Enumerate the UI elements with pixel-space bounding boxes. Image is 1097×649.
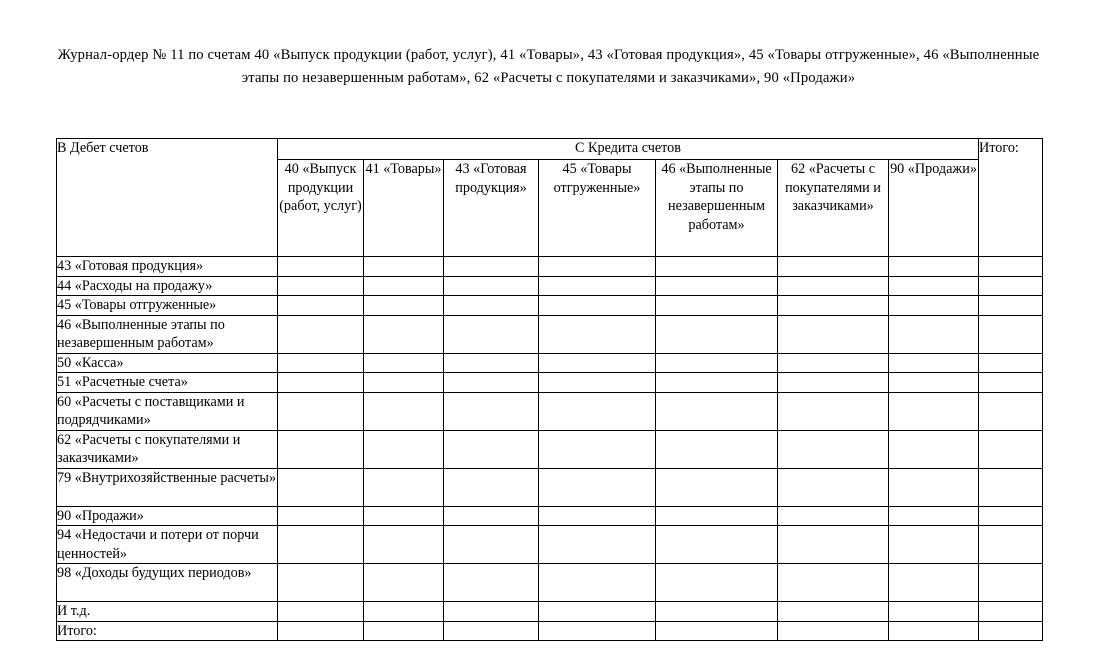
- table-cell[interactable]: [444, 564, 539, 602]
- table-cell[interactable]: [539, 257, 656, 277]
- table-cell[interactable]: [278, 257, 364, 277]
- table-cell[interactable]: [979, 621, 1043, 641]
- table-row: [57, 373, 1043, 393]
- row-label: Итого:: [57, 621, 278, 641]
- row-label: 44 «Расходы на продажу»: [57, 276, 278, 296]
- table-row: [57, 315, 1043, 353]
- table-cell[interactable]: [889, 564, 979, 602]
- table-cell[interactable]: [278, 296, 364, 316]
- page-title-line-1: Журнал-ордер № 11 по счетам 40 «Выпуск продукции (работ, услуг), 41 «Товары», 43 «Готовая продукция», 45 «Товары: [57, 47, 822, 63]
- table-cell[interactable]: [889, 353, 979, 373]
- table-cell[interactable]: [889, 296, 979, 316]
- table-cell[interactable]: [778, 392, 889, 430]
- table-cell[interactable]: [656, 564, 778, 602]
- table-cell[interactable]: [979, 353, 1043, 373]
- table-cell[interactable]: [656, 526, 778, 564]
- table-cell[interactable]: [278, 430, 364, 468]
- table-cell[interactable]: [656, 468, 778, 506]
- table-cell[interactable]: [278, 392, 364, 430]
- row-label: 90 «Продажи»: [57, 506, 278, 526]
- table-cell[interactable]: [778, 353, 889, 373]
- table-cell[interactable]: [278, 526, 364, 564]
- row-label: 60 «Расчеты с поставщиками и подрядчиками»: [57, 392, 278, 430]
- header-credit-account-62: 62 «Расчеты с покупателями и заказчиками»: [778, 160, 889, 257]
- table-cell[interactable]: [364, 430, 444, 468]
- header-row-groups: [57, 139, 1043, 160]
- table-header: [57, 139, 1043, 257]
- table-cell[interactable]: [889, 621, 979, 641]
- table-cell[interactable]: [444, 373, 539, 393]
- table-cell[interactable]: [364, 621, 444, 641]
- header-debit-accounts: В Дебет счетов: [57, 139, 278, 257]
- table-cell[interactable]: [656, 296, 778, 316]
- table-cell[interactable]: [656, 506, 778, 526]
- table-cell[interactable]: [444, 353, 539, 373]
- table-cell[interactable]: [278, 602, 364, 622]
- table-cell[interactable]: [778, 373, 889, 393]
- table-cell[interactable]: [444, 315, 539, 353]
- row-label: 98 «Доходы будущих периодов»: [57, 564, 278, 602]
- row-label: И т.д.: [57, 602, 278, 622]
- table-row: [57, 468, 1043, 506]
- header-total: Итого:: [979, 139, 1043, 257]
- row-label: 94 «Недостачи и потери от порчи ценностей»: [57, 526, 278, 564]
- table-cell[interactable]: [364, 296, 444, 316]
- table-cell[interactable]: [364, 506, 444, 526]
- table-cell[interactable]: [778, 621, 889, 641]
- table-cell[interactable]: [364, 526, 444, 564]
- table-cell[interactable]: [278, 315, 364, 353]
- table-cell[interactable]: [889, 602, 979, 622]
- table-row: [57, 392, 1043, 430]
- table-cell[interactable]: [979, 526, 1043, 564]
- table-cell[interactable]: [539, 353, 656, 373]
- table-cell[interactable]: [656, 257, 778, 277]
- table-cell[interactable]: [539, 296, 656, 316]
- table-cell[interactable]: [979, 373, 1043, 393]
- header-credit-account-90: 90 «Продажи»: [889, 160, 979, 257]
- table-cell[interactable]: [539, 392, 656, 430]
- table-cell[interactable]: [889, 430, 979, 468]
- table-cell[interactable]: [364, 373, 444, 393]
- table-row: [57, 430, 1043, 468]
- table-cell[interactable]: [539, 373, 656, 393]
- table-cell[interactable]: [444, 392, 539, 430]
- header-credit-account-43: 43 «Готовая продукция»: [444, 160, 539, 257]
- table-cell[interactable]: [444, 276, 539, 296]
- table-cell[interactable]: [889, 506, 979, 526]
- table-cell[interactable]: [278, 373, 364, 393]
- table-row: [57, 257, 1043, 277]
- table-cell[interactable]: [979, 564, 1043, 602]
- table-cell[interactable]: [278, 468, 364, 506]
- table-cell[interactable]: [278, 353, 364, 373]
- table-cell[interactable]: [444, 257, 539, 277]
- row-label: 45 «Товары отгруженные»: [57, 296, 278, 316]
- journal-order-table: [56, 138, 1043, 641]
- table-cell[interactable]: [979, 468, 1043, 506]
- table-row: [57, 276, 1043, 296]
- table-cell[interactable]: [979, 392, 1043, 430]
- table-cell[interactable]: [444, 526, 539, 564]
- table-cell[interactable]: [444, 296, 539, 316]
- table-cell[interactable]: [444, 506, 539, 526]
- table-cell[interactable]: [278, 621, 364, 641]
- table-cell[interactable]: [778, 296, 889, 316]
- table-cell[interactable]: [979, 276, 1043, 296]
- table-row: [57, 602, 1043, 622]
- table-cell[interactable]: [889, 257, 979, 277]
- table-cell[interactable]: [656, 602, 778, 622]
- table-cell[interactable]: [979, 257, 1043, 277]
- table-cell[interactable]: [539, 315, 656, 353]
- page-title: [56, 44, 1041, 90]
- table-cell[interactable]: [889, 468, 979, 506]
- header-credit-account-40: 40 «Выпуск продукции (работ, услуг): [278, 160, 364, 257]
- table-cell[interactable]: [889, 373, 979, 393]
- table-cell[interactable]: [364, 602, 444, 622]
- table-cell[interactable]: [979, 430, 1043, 468]
- table-cell[interactable]: [539, 602, 656, 622]
- table-cell[interactable]: [656, 373, 778, 393]
- table-body: [57, 257, 1043, 641]
- table-cell[interactable]: [656, 430, 778, 468]
- table-cell[interactable]: [278, 276, 364, 296]
- header-credit-account-45: 45 «Товары отгруженные»: [539, 160, 656, 257]
- table-cell[interactable]: [778, 430, 889, 468]
- table-cell[interactable]: [364, 468, 444, 506]
- table-cell[interactable]: [539, 564, 656, 602]
- table-cell[interactable]: [656, 392, 778, 430]
- table-cell[interactable]: [444, 602, 539, 622]
- table-cell[interactable]: [979, 296, 1043, 316]
- table-cell[interactable]: [444, 621, 539, 641]
- table-cell[interactable]: [656, 315, 778, 353]
- table-cell[interactable]: [539, 276, 656, 296]
- table-cell[interactable]: [778, 257, 889, 277]
- table-cell[interactable]: [364, 257, 444, 277]
- table-cell[interactable]: [444, 430, 539, 468]
- table-row: [57, 506, 1043, 526]
- page-title-line-2: отгруженные», 46 «Выполненные этапы по незавершенным работам», 62 «Расчеты с покупателями и заказчиками», 90 «Продажи»: [241, 47, 1040, 86]
- table-cell[interactable]: [656, 276, 778, 296]
- table-cell[interactable]: [778, 468, 889, 506]
- table-cell[interactable]: [656, 621, 778, 641]
- table-row: [57, 621, 1043, 641]
- row-label: 46 «Выполненные этапы по незавершенным работам»: [57, 315, 278, 353]
- row-label: 50 «Касса»: [57, 353, 278, 373]
- table-cell[interactable]: [539, 506, 656, 526]
- row-label: 43 «Готовая продукция»: [57, 257, 278, 277]
- table-cell[interactable]: [778, 602, 889, 622]
- table-cell[interactable]: [889, 526, 979, 564]
- table-cell[interactable]: [444, 468, 539, 506]
- header-credit-accounts-group: С Кредита счетов: [278, 139, 979, 160]
- table-cell[interactable]: [364, 315, 444, 353]
- table-row: [57, 564, 1043, 602]
- table-cell[interactable]: [979, 506, 1043, 526]
- table-cell[interactable]: [778, 526, 889, 564]
- table-cell[interactable]: [889, 315, 979, 353]
- table-cell[interactable]: [979, 315, 1043, 353]
- table-cell[interactable]: [364, 276, 444, 296]
- table-cell[interactable]: [364, 392, 444, 430]
- table-cell[interactable]: [778, 315, 889, 353]
- header-credit-account-41: 41 «Товары»: [364, 160, 444, 257]
- table-cell[interactable]: [278, 564, 364, 602]
- table-cell[interactable]: [889, 276, 979, 296]
- row-label: 79 «Внутрихозяйственные расчеты»: [57, 468, 278, 506]
- table-cell[interactable]: [539, 430, 656, 468]
- row-label: 62 «Расчеты с покупателями и заказчиками»: [57, 430, 278, 468]
- header-credit-account-46: 46 «Выполненные этапы по незавершенным работам»: [656, 160, 778, 257]
- row-label: 51 «Расчетные счета»: [57, 373, 278, 393]
- table-row: [57, 296, 1043, 316]
- table-row: [57, 353, 1043, 373]
- table-cell[interactable]: [656, 353, 778, 373]
- table-cell[interactable]: [539, 621, 656, 641]
- table-cell[interactable]: [278, 506, 364, 526]
- table-cell[interactable]: [778, 564, 889, 602]
- table-cell[interactable]: [364, 564, 444, 602]
- table-row: [57, 526, 1043, 564]
- table-cell[interactable]: [539, 468, 656, 506]
- table-cell[interactable]: [979, 602, 1043, 622]
- table-cell[interactable]: [889, 392, 979, 430]
- table-cell[interactable]: [778, 506, 889, 526]
- table-cell[interactable]: [364, 353, 444, 373]
- table-cell[interactable]: [539, 526, 656, 564]
- table-cell[interactable]: [778, 276, 889, 296]
